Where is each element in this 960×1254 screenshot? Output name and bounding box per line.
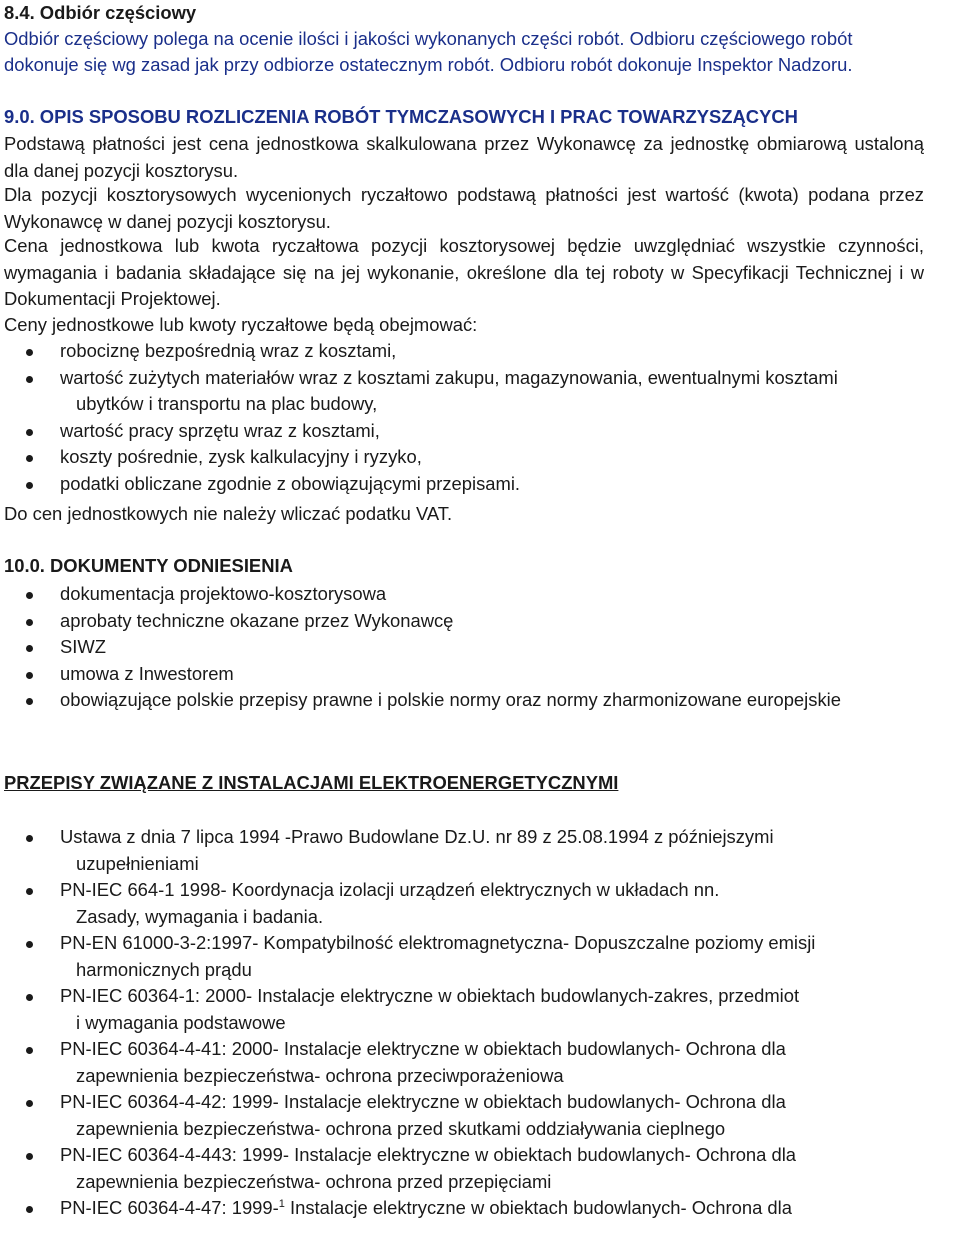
list-item: PN-IEC 664-1 1998- Koordynacja izolacji urządzeń elektrycznych w układach nn. Zasady, wymagania i badania.: [4, 877, 924, 930]
list-item: robociznę bezpośrednią wraz z kosztami,: [4, 338, 924, 365]
list-item: SIWZ: [4, 634, 924, 661]
section-9-paragraph-5: Do cen jednostkowych nie należy wliczać podatku VAT.: [4, 503, 453, 524]
list-item: koszty pośrednie, zysk kalkulacyjny i ryzyko,: [4, 444, 924, 471]
section-9-paragraph-4: Ceny jednostkowe lub kwoty ryczałtowe będą obejmować:: [4, 314, 478, 335]
section-9-cost-list: [4, 338, 924, 497]
section-9-paragraph-2: Dla pozycji kosztorysowych wycenionych ryczałtowo podstawą płatności jest wartość (kwota) podana przez Wykonawcę w danej pozycji kosztorysu.: [4, 184, 924, 232]
section-10-heading: 10.0. DOKUMENTY ODNIESIENIA: [4, 555, 293, 576]
footnote-marker: 1: [278, 1197, 285, 1210]
section-9-paragraph-1: Podstawą płatności jest cena jednostkowa skalkulowana przez Wykonawcę za jednostkę obmiarową ustaloną dla danej pozycji kosztorysu.: [4, 133, 924, 181]
list-item: podatki obliczane zgodnie z obowiązującymi przepisami.: [4, 471, 924, 498]
list-item: wartość pracy sprzętu wraz z kosztami,: [4, 418, 924, 445]
list-item: dokumentacja projektowo-kosztorysowa: [4, 581, 924, 608]
section-10-document-list: [4, 581, 924, 714]
list-item: PN-IEC 60364-4-41: 2000- Instalacje elektryczne w obiektach budowlanych- Ochrona dla zapewnienia bezpieczeństwa- ochrona przeciwporażeniowa: [4, 1036, 924, 1089]
section-8-4-line-1: Odbiór częściowy polega na ocenie ilości i jakości wykonanych części robót. Odbioru częściowego robót: [4, 28, 853, 49]
list-item: PN-IEC 60364-4-47: 1999-$^1$ Instalacje elektryczne w obiektach budowlanych- Ochrona dla: [4, 1195, 924, 1222]
section-9-heading: 9.0. OPIS SPOSOBU ROZLICZENIA ROBÓT TYMCZASOWYCH I PRAC TOWARZYSZĄCYCH: [4, 106, 798, 127]
list-item: PN-IEC 60364-1: 2000- Instalacje elektryczne w obiektach budowlanych-zakres, przedmiot i wymagania podstawowe: [4, 983, 924, 1036]
section-8-4-line-2: dokonuje się wg zasad jak przy odbiorze ostatecznym robót. Odbioru robót dokonuje Inspektor Nadzoru.: [4, 54, 853, 75]
list-item: Ustawa z dnia 7 lipca 1994 -Prawo Budowlane Dz.U. nr 89 z 25.08.1994 z późniejszymi uzupełnieniami: [4, 824, 924, 877]
list-item: wartość zużytych materiałów wraz z kosztami zakupu, magazynowania, ewentualnymi kosztami ubytków i transportu na plac budowy,: [4, 365, 924, 418]
regulations-list: [4, 824, 924, 1222]
list-item: PN-IEC 60364-4-42: 1999- Instalacje elektryczne w obiektach budowlanych- Ochrona dla zapewnienia bezpieczeństwa- ochrona przed skutkami oddziaływania cieplnego: [4, 1089, 924, 1142]
section-8-4-heading: 8.4. Odbiór częściowy: [4, 2, 197, 23]
regulations-heading: PRZEPISY ZWIĄZANE Z INSTALACJAMI ELEKTROENERGETYCZNYMI: [4, 772, 619, 793]
section-9-paragraph-3: Cena jednostkowa lub kwota ryczałtowa pozycji kosztorysowej będzie uwzględniać wszystkie czynności, wymagania i badania składające się na jej wykonanie, określone dla tej roboty w Specyfikacji Technicznej i w Dokumentacji Projektowej.: [4, 235, 924, 309]
list-item: aprobaty techniczne okazane przez Wykonawcę: [4, 608, 924, 635]
list-item: umowa z Inwestorem: [4, 661, 924, 688]
list-item: PN-IEC 60364-4-443: 1999- Instalacje elektryczne w obiektach budowlanych- Ochrona dla zapewnienia bezpieczeństwa- ochrona przed przepięciami: [4, 1142, 924, 1195]
list-item: obowiązujące polskie przepisy prawne i polskie normy oraz normy zharmonizowane europejskie: [4, 687, 924, 714]
list-item: PN-EN 61000-3-2:1997- Kompatybilność elektromagnetyczna- Dopuszczalne poziomy emisji harmonicznych prądu: [4, 930, 924, 983]
